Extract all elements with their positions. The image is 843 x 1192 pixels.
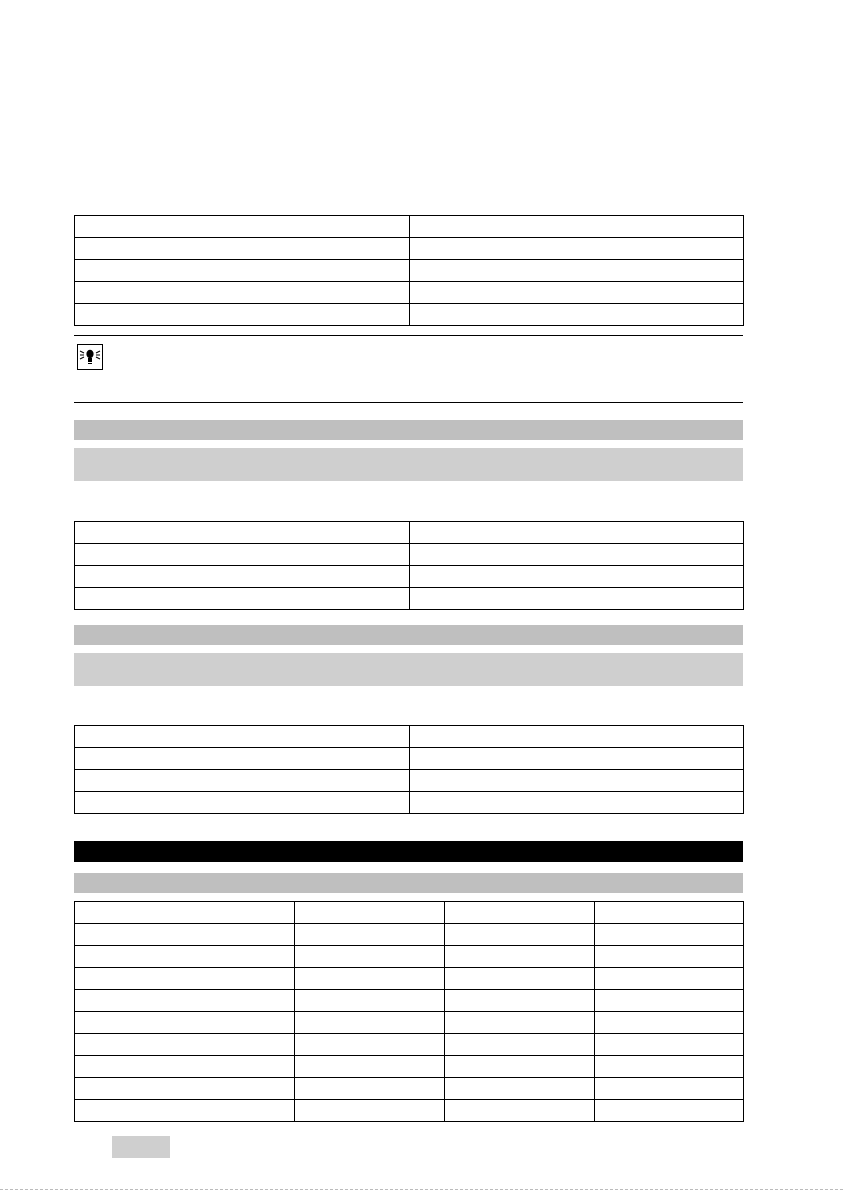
table-cell (445, 902, 595, 924)
table-row (75, 1100, 744, 1122)
table-cell (295, 1012, 445, 1034)
table-cell (295, 1056, 445, 1078)
table-cell (445, 946, 595, 968)
table-cell (595, 946, 744, 968)
table-cell (75, 1034, 295, 1056)
table-cell (410, 588, 744, 610)
table-cell (75, 748, 410, 770)
table-cell (75, 902, 295, 924)
section-2-heading (74, 625, 743, 645)
table-row (75, 946, 744, 968)
table-cell (410, 726, 744, 748)
table-cell (410, 282, 744, 304)
chapter-subheading (74, 873, 743, 893)
table-row (75, 544, 744, 566)
table-cell (295, 968, 445, 990)
table-cell (75, 1100, 295, 1122)
table-cell (445, 1056, 595, 1078)
table-row (75, 902, 744, 924)
table-cell (295, 990, 445, 1012)
table-cell (75, 946, 295, 968)
spec-table-3-body (75, 726, 744, 814)
table-cell (595, 1056, 744, 1078)
table-cell (295, 1034, 445, 1056)
table-cell (295, 946, 445, 968)
table-row (75, 304, 744, 326)
table-cell (410, 566, 744, 588)
crop-line (0, 1189, 843, 1190)
table-cell (410, 748, 744, 770)
table-cell (410, 792, 744, 814)
table-cell (75, 588, 410, 610)
table-cell (595, 902, 744, 924)
section-1-subheading (74, 448, 743, 481)
table-cell (75, 770, 410, 792)
table-cell (410, 260, 744, 282)
table-row (75, 770, 744, 792)
table-cell (410, 770, 744, 792)
table-cell (295, 1100, 445, 1122)
table-cell (75, 990, 295, 1012)
table-cell (595, 990, 744, 1012)
table-cell (295, 924, 445, 946)
table-cell (410, 304, 744, 326)
spec-table-1 (74, 215, 744, 326)
table-row (75, 588, 744, 610)
table-cell (75, 968, 295, 990)
table-cell (445, 1012, 595, 1034)
table-cell (410, 238, 744, 260)
table-row (75, 522, 744, 544)
table-cell (75, 924, 295, 946)
table-row (75, 1078, 744, 1100)
table-row (75, 924, 744, 946)
table-cell (75, 260, 410, 282)
table-cell (295, 1078, 445, 1100)
table-cell (445, 968, 595, 990)
table-cell (445, 1034, 595, 1056)
spec-table-1-body (75, 216, 744, 326)
table-cell (75, 216, 410, 238)
table-cell (75, 282, 410, 304)
table-cell (75, 238, 410, 260)
table-cell (445, 990, 595, 1012)
table-row (75, 792, 744, 814)
table-cell (75, 1012, 295, 1034)
table-row (75, 1056, 744, 1078)
spec-table-4-body (75, 902, 744, 1122)
table-row (75, 968, 744, 990)
table-cell (445, 1078, 595, 1100)
table-cell (75, 566, 410, 588)
table-cell (75, 1078, 295, 1100)
table-cell (75, 1056, 295, 1078)
table-cell (595, 924, 744, 946)
table-cell (445, 1100, 595, 1122)
table-cell (595, 1012, 744, 1034)
table-cell (295, 902, 445, 924)
page-number (112, 1136, 170, 1158)
table-cell (75, 792, 410, 814)
section-2-subheading (74, 653, 743, 686)
chapter-title-bar (74, 841, 743, 862)
table-cell (75, 522, 410, 544)
spec-table-4 (74, 901, 744, 1122)
table-cell (410, 544, 744, 566)
table-row (75, 990, 744, 1012)
table-cell (75, 726, 410, 748)
table-row (75, 1012, 744, 1034)
table-row (75, 566, 744, 588)
table-row (75, 216, 744, 238)
table-cell (595, 1100, 744, 1122)
tip-top-rule (74, 335, 743, 336)
table-cell (595, 968, 744, 990)
table-row (75, 748, 744, 770)
spec-table-2 (74, 521, 744, 610)
spec-table-3 (74, 725, 744, 814)
lightbulb-icon (77, 344, 103, 370)
table-cell (410, 522, 744, 544)
spec-table-2-body (75, 522, 744, 610)
section-1-heading (74, 420, 743, 440)
table-row (75, 1034, 744, 1056)
table-cell (595, 1034, 744, 1056)
table-cell (75, 544, 410, 566)
table-row (75, 282, 744, 304)
table-row (75, 726, 744, 748)
table-row (75, 260, 744, 282)
table-cell (75, 304, 410, 326)
table-row (75, 238, 744, 260)
table-cell (445, 924, 595, 946)
table-cell (595, 1078, 744, 1100)
tip-bottom-rule (74, 402, 743, 403)
table-cell (410, 216, 744, 238)
